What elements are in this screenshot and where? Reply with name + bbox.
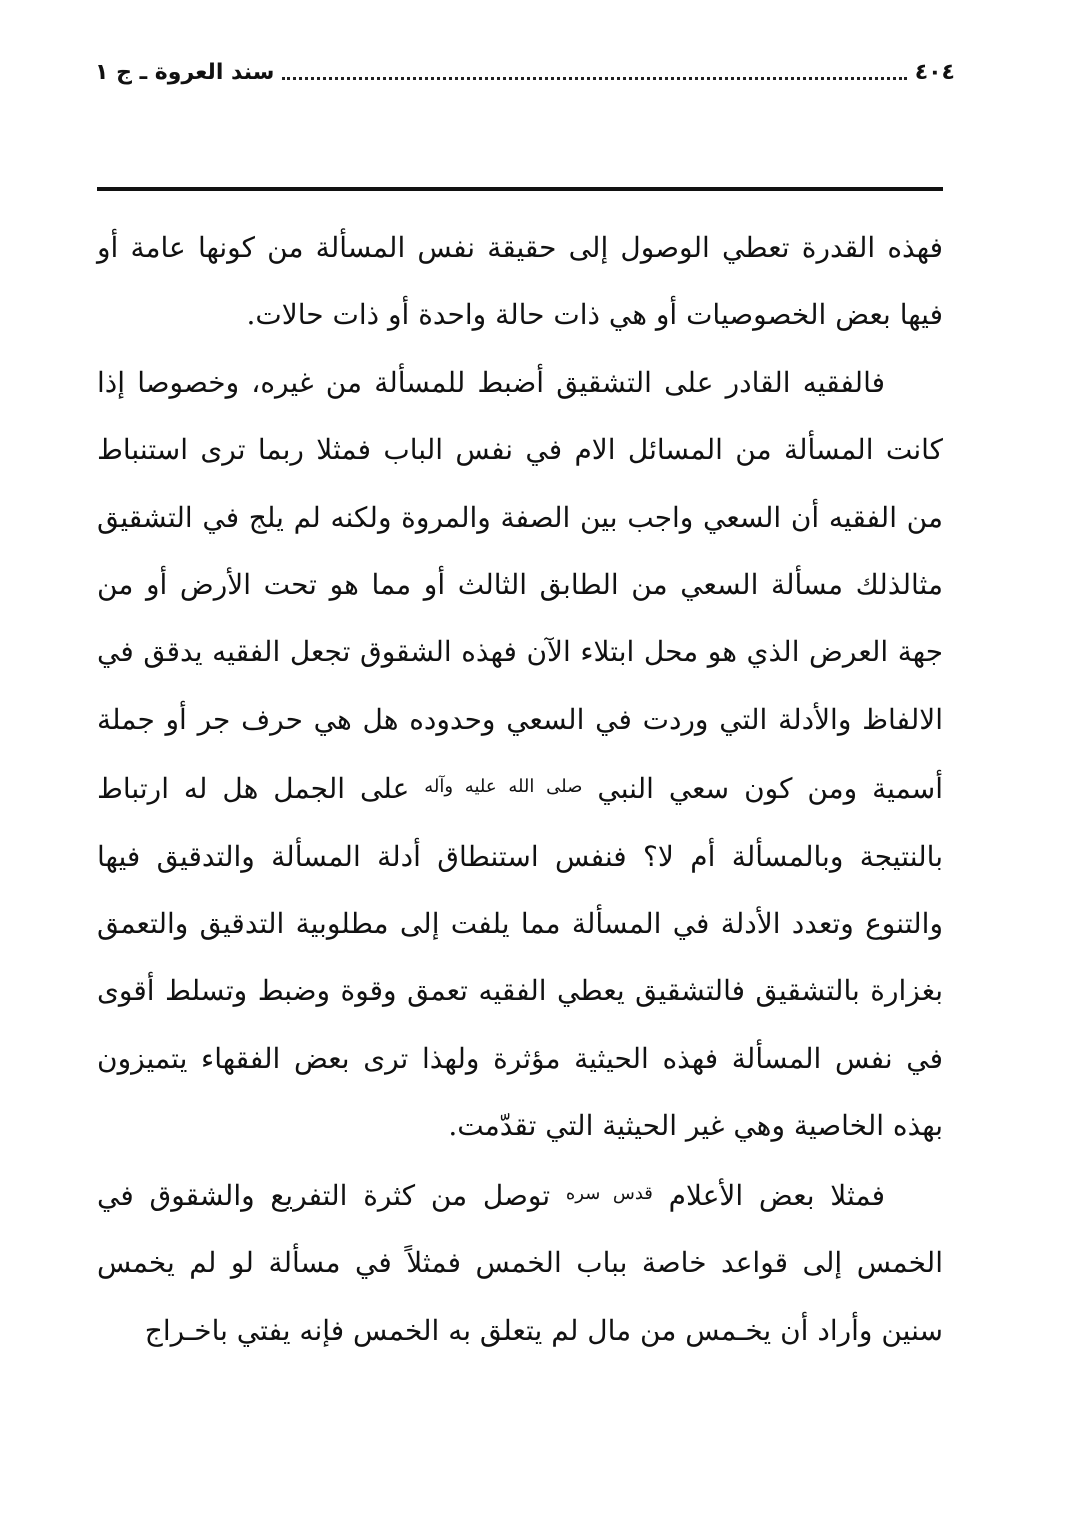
paragraph-3 <box>97 1160 943 1364</box>
page-number: ٤٠٤ <box>914 59 955 85</box>
dotted-leader <box>282 77 906 80</box>
paragraph-2 <box>97 349 943 1160</box>
honorific-mark: قدس سره <box>565 1182 653 1204</box>
body-text <box>97 214 943 1364</box>
paragraph-text: فمثلا بعض الأعلام <box>668 1178 885 1212</box>
paragraph-1 <box>97 214 943 349</box>
running-header <box>95 52 955 92</box>
header-rule <box>97 187 943 191</box>
paragraph-text: على الجمل هل له ارتباط بالنتيجة وبالمسألة أم لا؟ فنفس استنطاق أدلة المسألة والتدقيق فيها والتنوع وتعدد الأدلة في المسألة مما يلفت إلى مطلوبية التدقيق والتعمق بغزارة بالتشقيق فالتشقيق يعطي الفقيه تعمق وقوة وضبط وتسلط أقوى في نفس المسألة فهذه الحيثية مؤثرة ولهذا ترى بعض الفقهاء يتميزون بهذه الخاصية وهي غير الحيثية التي تقدّمت. <box>97 772 943 1143</box>
paragraph-text: فهذه القدرة تعطي الوصول إلى حقيقة نفس المسألة من كونها عامة أو فيها بعض الخصوصيات أو هي ذات حالة واحدة أو ذات حالات. <box>97 231 943 332</box>
book-reference: سند العروة ـ ج ١ <box>95 59 275 85</box>
paragraph-text: توصل من كثرة التفريع والشقوق في الخمس إلى قواعد خاصة بباب الخمس فمثلاً في مسألة لو لم يخمس سنين وأراد أن يخـمس من مال لم يتعلق به الخمس فإنه يفتي باخـراج <box>97 1178 943 1347</box>
honorific-mark: صلى الله عليه وآله <box>424 776 583 798</box>
paragraph-text: فالفقيه القادر على التشقيق أضبط للمسألة من غيره، وخصوصا إذا كانت المسألة من المسائل الام في نفس الباب فمثلا ربما ترى استنباط من الفقيه أن السعي واجب بين الصفة والمروة ولكنه لم يلج في التشقيق مثالذلك مسألة السعي من الطابق الثالث أو مما هو تحت الأرض أو من جهة العرض الذي هو محل ابتلاء الآن فهذه الشقوق تجعل الفقيه يدقق في الالفاظ والأدلة التي وردت في السعي وحدوده هل هي حرف جر أو جملة أسمية ومن كون سعي النبي <box>97 365 943 806</box>
